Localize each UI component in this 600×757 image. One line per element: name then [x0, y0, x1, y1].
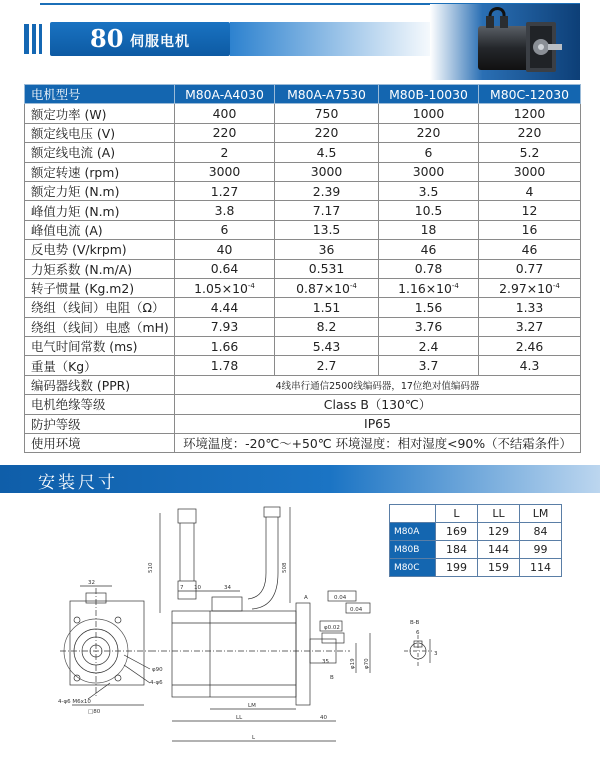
exponent: -4 — [247, 281, 255, 290]
table-cell: 2.7 — [275, 356, 379, 375]
table-cell: 2.39 — [275, 181, 379, 200]
table-cell: 159 — [478, 559, 520, 577]
label-l: L — [252, 735, 256, 741]
table-cell: 2.4 — [379, 337, 479, 356]
table-row — [25, 240, 581, 259]
exponent: -4 — [552, 281, 560, 290]
column-header: M80B-10030 — [379, 85, 479, 104]
table-cell: 3.8 — [175, 201, 275, 220]
row-label: 重量（Kg） — [25, 356, 175, 375]
column-header: M80A-A4030 — [175, 85, 275, 104]
table-cell: 129 — [478, 523, 520, 541]
header-title-block — [50, 22, 230, 56]
table-cell: $1.16\times 10^{-4}$ — [379, 278, 479, 297]
servo-motor-photo — [430, 4, 580, 80]
table-cell: 3.5 — [379, 181, 479, 200]
label-004-b: 0.04 — [350, 607, 363, 613]
table-cell: 220 — [275, 123, 379, 142]
table-row — [25, 123, 581, 142]
column-header: 电机型号 — [25, 85, 175, 104]
label-508: 508 — [282, 562, 288, 573]
spec-table-header-row — [25, 85, 581, 104]
section-bb-view — [404, 635, 432, 667]
column-header: L — [436, 505, 478, 523]
table-row — [390, 559, 562, 577]
table-cell: 46 — [379, 240, 479, 259]
table-cell: 7.17 — [275, 201, 379, 220]
table-cell: 3.27 — [479, 317, 581, 336]
table-cell: 169 — [436, 523, 478, 541]
table-cell: 0.531 — [275, 259, 379, 278]
label-32: 32 — [88, 580, 95, 586]
table-cell: 4.5 — [275, 143, 379, 162]
table-cell: 1.51 — [275, 298, 379, 317]
table-cell: 220 — [175, 123, 275, 142]
merged-cell: Class B（130℃） — [175, 395, 581, 414]
table-cell: 36 — [275, 240, 379, 259]
table-cell: 7.93 — [175, 317, 275, 336]
table-row — [25, 104, 581, 123]
table-cell: 3.7 — [379, 356, 479, 375]
column-header: 型号 — [390, 505, 436, 523]
label-6: 6 — [416, 630, 420, 636]
label-4phi6: 4-φ6 — [150, 680, 163, 686]
table-cell: 3000 — [275, 162, 379, 181]
row-label: 反电势 (V/krpm) — [25, 240, 175, 259]
row-label: 峰值力矩 (N.m) — [25, 201, 175, 220]
table-cell: 1.66 — [175, 337, 275, 356]
label-ll: LL — [236, 715, 243, 721]
table-cell: 400 — [175, 104, 275, 123]
merged-cell: 4线串行通信2500线编码器，17位绝对值编码器 — [175, 375, 581, 394]
row-label: 转子惯量 (Kg.m2) — [25, 278, 175, 297]
table-cell: 0.64 — [175, 259, 275, 278]
model-cell: M80A — [390, 523, 436, 541]
table-row — [25, 220, 581, 239]
merged-cell: IP65 — [175, 414, 581, 433]
table-cell: 3000 — [175, 162, 275, 181]
table-cell: 0.78 — [379, 259, 479, 278]
table-cell: 1.78 — [175, 356, 275, 375]
table-cell: 1.56 — [379, 298, 479, 317]
label-34: 34 — [224, 585, 231, 591]
label-3: 3 — [434, 651, 438, 657]
column-header: M80A-A7530 — [275, 85, 379, 104]
label-40: 40 — [320, 715, 327, 721]
label-phi70: φ70 — [364, 658, 370, 669]
table-cell: 13.5 — [275, 220, 379, 239]
table-row — [25, 162, 581, 181]
table-row — [25, 395, 581, 414]
table-row — [25, 278, 581, 297]
datum-b: B — [330, 675, 334, 681]
table-cell: $2.97\times 10^{-4}$ — [479, 278, 581, 297]
table-cell: 3000 — [479, 162, 581, 181]
table-cell: 4.3 — [479, 356, 581, 375]
table-cell: 0.77 — [479, 259, 581, 278]
table-cell: 199 — [436, 559, 478, 577]
row-label: 电机绝缘等级 — [25, 395, 175, 414]
table-row — [25, 414, 581, 433]
table-cell: 5.2 — [479, 143, 581, 162]
table-cell: 220 — [379, 123, 479, 142]
datum-a: A — [304, 595, 308, 601]
model-cell: M80B — [390, 541, 436, 559]
motor-side-view — [150, 507, 370, 741]
label-phi002: φ0.02 — [324, 625, 340, 631]
table-cell: 18 — [379, 220, 479, 239]
table-cell: $0.87\times 10^{-4}$ — [275, 278, 379, 297]
row-label: 绕组（线间）电阻（Ω） — [25, 298, 175, 317]
table-cell: 114 — [520, 559, 562, 577]
row-label: 额定线电流 (A) — [25, 143, 175, 162]
table-cell: 1.27 — [175, 181, 275, 200]
table-row — [25, 201, 581, 220]
table-cell: 8.2 — [275, 317, 379, 336]
table-cell: 1200 — [479, 104, 581, 123]
table-cell: 12 — [479, 201, 581, 220]
label-lm: LM — [248, 703, 256, 709]
row-label: 额定转速 (rpm) — [25, 162, 175, 181]
table-cell: 46 — [479, 240, 581, 259]
dims-header-row — [390, 505, 562, 523]
table-cell: 10.5 — [379, 201, 479, 220]
row-label: 防护等级 — [25, 414, 175, 433]
table-cell: 1.33 — [479, 298, 581, 317]
row-label: 绕组（线间）电感（mH) — [25, 317, 175, 336]
label-phi19: φ19 — [350, 658, 356, 669]
table-row — [390, 523, 562, 541]
label-phi90: φ90 — [152, 667, 163, 673]
table-row — [25, 356, 581, 375]
table-cell: 184 — [436, 541, 478, 559]
table-row — [25, 181, 581, 200]
table-cell: 6 — [379, 143, 479, 162]
table-cell: 220 — [479, 123, 581, 142]
table-cell: 2 — [175, 143, 275, 162]
table-cell: 2.46 — [479, 337, 581, 356]
table-row — [25, 375, 581, 394]
table-cell: 144 — [478, 541, 520, 559]
row-label: 电气时间常数 (ms) — [25, 337, 175, 356]
row-label: 额定力矩 (N.m) — [25, 181, 175, 200]
table-cell: 3000 — [379, 162, 479, 181]
table-cell: 4 — [479, 181, 581, 200]
row-label: 峰值电流 (A) — [25, 220, 175, 239]
row-label: 额定功率 (W) — [25, 104, 175, 123]
row-label: 额定线电压 (V) — [25, 123, 175, 142]
spec-table — [24, 84, 581, 453]
label-m6: 4-φ6 M6x10 — [58, 699, 91, 705]
install-section-title: 安装尺寸 — [38, 473, 118, 493]
header-title: 伺服电机 — [130, 34, 190, 50]
table-row — [25, 298, 581, 317]
label-004-a: 0.04 — [334, 595, 347, 601]
table-row — [390, 541, 562, 559]
table-row — [25, 337, 581, 356]
label-bb: B-B — [410, 620, 420, 626]
dimensions-table — [389, 504, 562, 577]
page-header — [0, 0, 600, 80]
exponent: -4 — [451, 281, 459, 290]
merged-cell: 环境温度：-20℃～+50℃ 环境湿度：相对湿度<90%（不结霜条件） — [175, 434, 581, 453]
column-header: M80C-12030 — [479, 85, 581, 104]
column-header: LM — [520, 505, 562, 523]
table-row — [25, 317, 581, 336]
table-cell: $1.05\times 10^{-4}$ — [175, 278, 275, 297]
table-cell: 84 — [520, 523, 562, 541]
label-7: 7 — [180, 585, 184, 591]
row-label: 使用环境 — [25, 434, 175, 453]
column-header: LL — [478, 505, 520, 523]
flange-front-view — [60, 586, 150, 705]
table-row — [25, 259, 581, 278]
table-cell: 4.44 — [175, 298, 275, 317]
table-row — [25, 434, 581, 453]
header-fade — [230, 22, 440, 56]
label-35: 35 — [322, 659, 329, 665]
row-label: 力矩系数 (N.m/A) — [25, 259, 175, 278]
label-510: 510 — [148, 562, 154, 573]
table-cell: 6 — [175, 220, 275, 239]
header-decoration — [24, 24, 46, 54]
row-label: 编码器线数 (PPR) — [25, 375, 175, 394]
table-cell: 750 — [275, 104, 379, 123]
exponent: -4 — [349, 281, 357, 290]
table-cell: 1000 — [379, 104, 479, 123]
model-cell: M80C — [390, 559, 436, 577]
table-cell: 16 — [479, 220, 581, 239]
table-cell: 5.43 — [275, 337, 379, 356]
table-cell: 3.76 — [379, 317, 479, 336]
label-10: 10 — [194, 585, 201, 591]
label-square80: □80 — [88, 709, 101, 715]
table-cell: 99 — [520, 541, 562, 559]
table-row — [25, 143, 581, 162]
table-cell: 40 — [175, 240, 275, 259]
header-number: 80 — [90, 24, 124, 53]
